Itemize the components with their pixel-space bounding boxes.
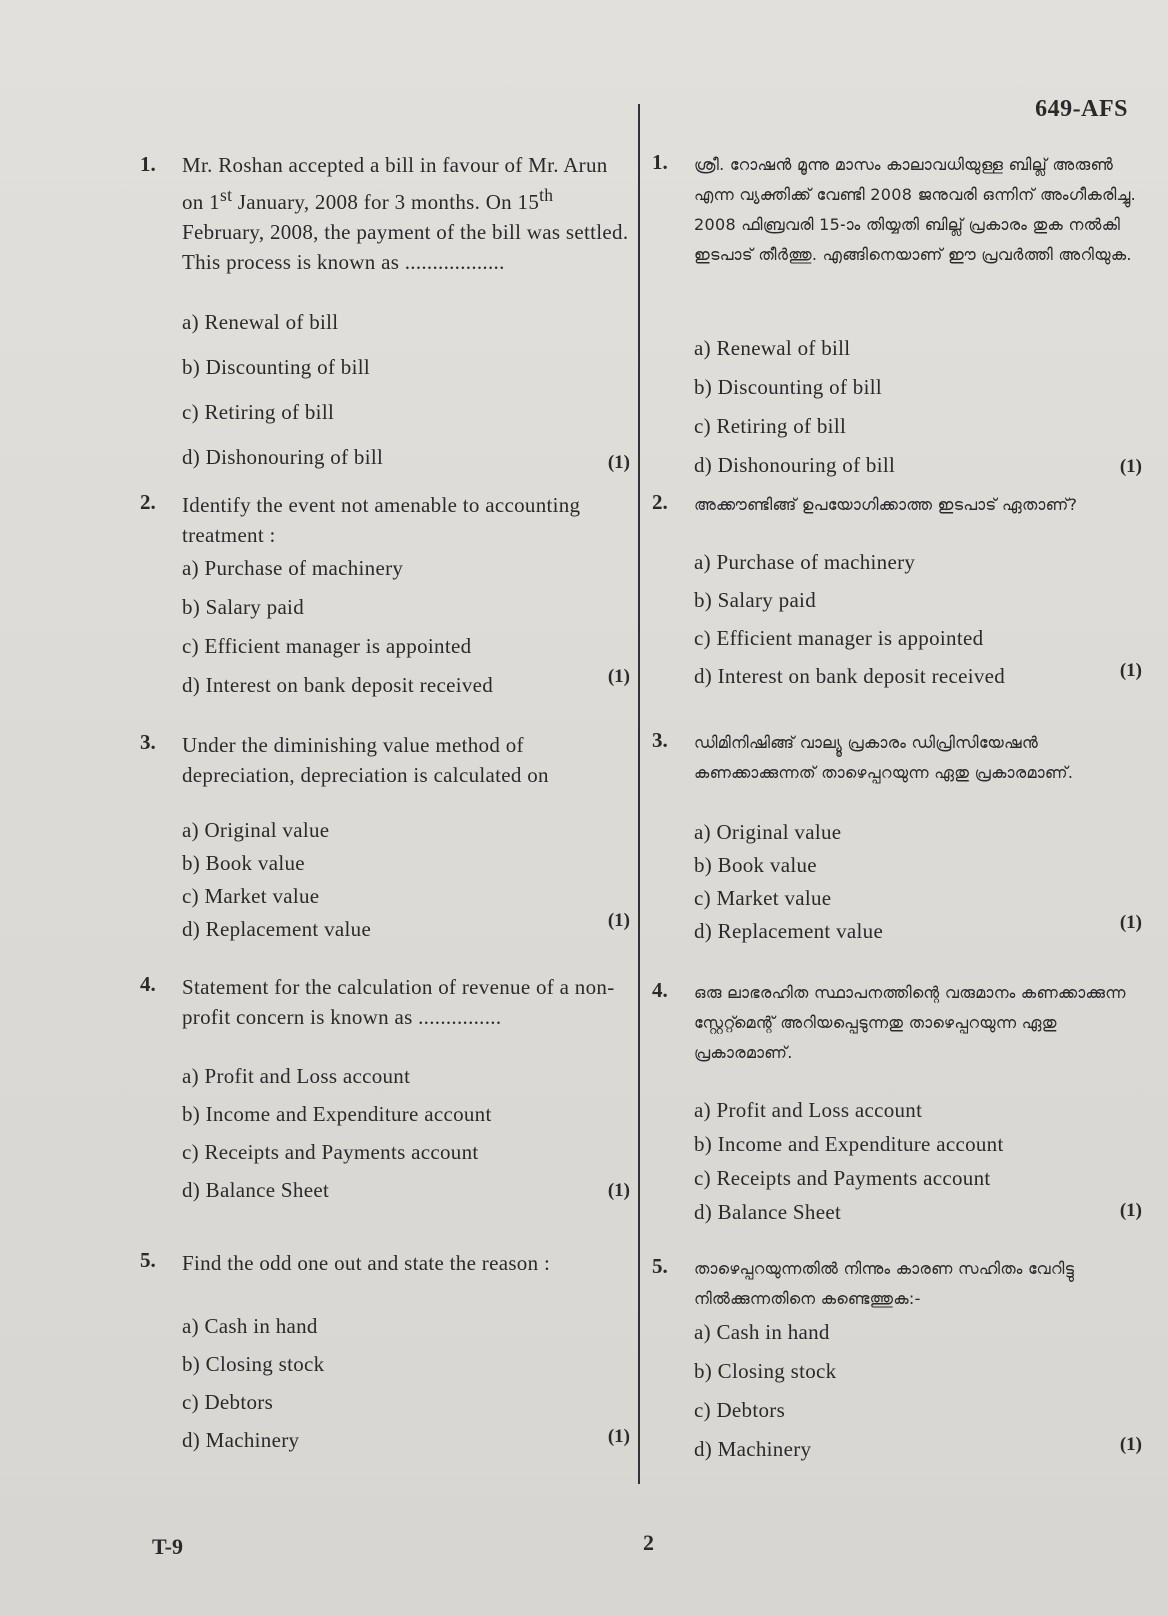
question-1: [140, 150, 630, 490]
option-b[interactable]: b) Discounting of bill: [694, 375, 883, 399]
option-d[interactable]: d) Machinery: [694, 1437, 812, 1461]
option-b[interactable]: b) Income and Expenditure account: [694, 1132, 1004, 1156]
question-text: Statement for the calculation of revenue of a non-profit concern is known as ...............: [182, 975, 615, 1029]
option-a[interactable]: a) Renewal of bill: [182, 310, 339, 334]
options: [694, 820, 1168, 952]
question-4: [652, 978, 1142, 1254]
option-c[interactable]: c) Debtors: [182, 1390, 274, 1414]
option-a[interactable]: a) Purchase of machinery: [182, 556, 404, 580]
options: [182, 1064, 672, 1216]
marks: (1): [1119, 660, 1142, 681]
option-a[interactable]: a) Renewal of bill: [694, 336, 851, 360]
option-d[interactable]: d) Interest on bank deposit received: [694, 664, 1006, 688]
marks: (1): [607, 452, 630, 473]
option-b[interactable]: b) Discounting of bill: [182, 355, 371, 379]
question-number: 5.: [652, 1254, 668, 1278]
option-c[interactable]: c) Debtors: [694, 1398, 786, 1422]
options: [182, 556, 672, 712]
options: [182, 310, 672, 490]
option-c[interactable]: c) Efficient manager is appointed: [694, 626, 984, 650]
question-text: അക്കൗണ്ടിങ്ങ് ഉപയോഗിക്കാത്ത ഇടപാട് ഏതാണ്?: [694, 495, 1078, 514]
marks: (1): [607, 666, 630, 687]
option-b[interactable]: b) Income and Expenditure account: [182, 1102, 492, 1126]
option-d[interactable]: d) Balance Sheet: [182, 1178, 330, 1202]
marks: (1): [1119, 1434, 1142, 1455]
options: [694, 550, 1168, 702]
option-b[interactable]: b) Salary paid: [694, 588, 816, 612]
option-b[interactable]: b) Closing stock: [694, 1359, 837, 1383]
malayalam-column: [652, 150, 1142, 1494]
option-c[interactable]: c) Market value: [694, 886, 832, 910]
option-d[interactable]: d) Interest on bank deposit received: [182, 673, 494, 697]
page-number: 2: [643, 1530, 654, 1555]
options: [694, 1098, 1168, 1234]
option-b[interactable]: b) Salary paid: [182, 595, 304, 619]
option-c[interactable]: c) Efficient manager is appointed: [182, 634, 472, 658]
option-a[interactable]: a) Original value: [694, 820, 842, 844]
question-text: Under the diminishing value method of depreciation, depreciation is calculated on: [182, 733, 549, 787]
question-number: 5.: [140, 1248, 156, 1272]
option-a[interactable]: a) Cash in hand: [182, 1314, 318, 1338]
question-text: Mr. Roshan accepted a bill in favour of Mr. Arun on 1st January, 2008 for 3 months. On 15th February, 2008, the payment of the bill was settled. This process is known as ..................: [182, 153, 629, 274]
option-d[interactable]: d) Dishonouring of bill: [182, 445, 384, 469]
option-b[interactable]: b) Book value: [694, 853, 817, 877]
option-a[interactable]: a) Profit and Loss account: [694, 1098, 923, 1122]
question-text: Find the odd one out and state the reason :: [182, 1251, 551, 1275]
option-c[interactable]: c) Receipts and Payments account: [694, 1166, 991, 1190]
question-number: 3.: [140, 730, 156, 754]
marks: (1): [1119, 456, 1142, 477]
marks: (1): [1119, 912, 1142, 933]
option-a[interactable]: a) Original value: [182, 818, 330, 842]
option-d[interactable]: d) Replacement value: [694, 919, 884, 943]
options: [182, 818, 672, 950]
option-b[interactable]: b) Book value: [182, 851, 305, 875]
marks: (1): [607, 1180, 630, 1201]
options: [182, 1314, 672, 1466]
option-c[interactable]: c) Retiring of bill: [694, 414, 847, 438]
question-5: [652, 1254, 1142, 1494]
option-b[interactable]: b) Closing stock: [182, 1352, 325, 1376]
marks: (1): [607, 910, 630, 931]
question-number: 4.: [140, 972, 156, 996]
marks: (1): [607, 1426, 630, 1447]
option-a[interactable]: a) Cash in hand: [694, 1320, 830, 1344]
question-3: [652, 728, 1142, 978]
question-number: 3.: [652, 728, 668, 752]
question-number: 4.: [652, 978, 668, 1002]
option-d[interactable]: d) Machinery: [182, 1428, 300, 1452]
question-text: ശ്രീ. റോഷൻ മൂന്നു മാസം കാലാവധിയുള്ള ബില്ല് അരുൺ എന്ന വ്യക്തിക്ക് വേണ്ടി 2008 ജനുവരി ഒന്നിന് അംഗീകരിച്ചു. 2008 ഫിബ്രവരി 15-ാം തിയ്യതി ബില്ല് പ്രകാരം തുക നൽകി ഇടപാട് തീർത്തു. എങ്ങിനെയാണ് ഈ പ്രവർത്തി അറിയുക.: [694, 155, 1137, 264]
question-2: [140, 490, 630, 730]
option-a[interactable]: a) Purchase of machinery: [694, 550, 916, 574]
option-c[interactable]: c) Retiring of bill: [182, 400, 335, 424]
question-text: ഒരു ലാഭരഹിത സ്ഥാപനത്തിന്റെ വരുമാനം കണക്കാക്കുന്ന സ്റ്റേറ്റ്മെന്റ് അറിയപ്പെടുന്നതു താഴെപ്പറയുന്ന ഏതു പ്രകാരമാണ്.: [694, 983, 1126, 1062]
option-d[interactable]: d) Dishonouring of bill: [694, 453, 896, 477]
paper-code: 649-AFS: [1035, 96, 1128, 122]
option-a[interactable]: a) Profit and Loss account: [182, 1064, 411, 1088]
option-d[interactable]: d) Balance Sheet: [694, 1200, 842, 1224]
english-column: [140, 150, 630, 1488]
option-d[interactable]: d) Replacement value: [182, 917, 372, 941]
marks: (1): [1119, 1200, 1142, 1221]
question-4: [140, 972, 630, 1248]
option-c[interactable]: c) Receipts and Payments account: [182, 1140, 479, 1164]
question-number: 2.: [140, 490, 156, 514]
question-number: 1.: [652, 150, 668, 174]
question-number: 1.: [140, 152, 156, 176]
options: [694, 336, 1168, 492]
question-text: Identify the event not amenable to accounting treatment :: [182, 493, 581, 547]
question-text: ഡിമിനിഷിങ്ങ് വാല്യൂ പ്രകാരം ഡിപ്രിസിയേഷൻ കണക്കാക്കുന്നത് താഴെപ്പറയുന്ന ഏതു പ്രകാരമാണ്.: [694, 733, 1074, 782]
question-2: [652, 490, 1142, 728]
question-3: [140, 730, 630, 972]
question-1: [652, 150, 1142, 490]
question-number: 2.: [652, 490, 668, 514]
set-label: T-9: [152, 1534, 183, 1559]
option-c[interactable]: c) Market value: [182, 884, 320, 908]
question-text: താഴെപ്പറയുന്നതിൽ നിന്നും കാരണ സഹിതം വേറിട്ടു നിൽക്കുന്നതിനെ കണ്ടെത്തുക:-: [694, 1259, 1075, 1308]
options: [694, 1320, 1168, 1476]
question-5: [140, 1248, 630, 1488]
